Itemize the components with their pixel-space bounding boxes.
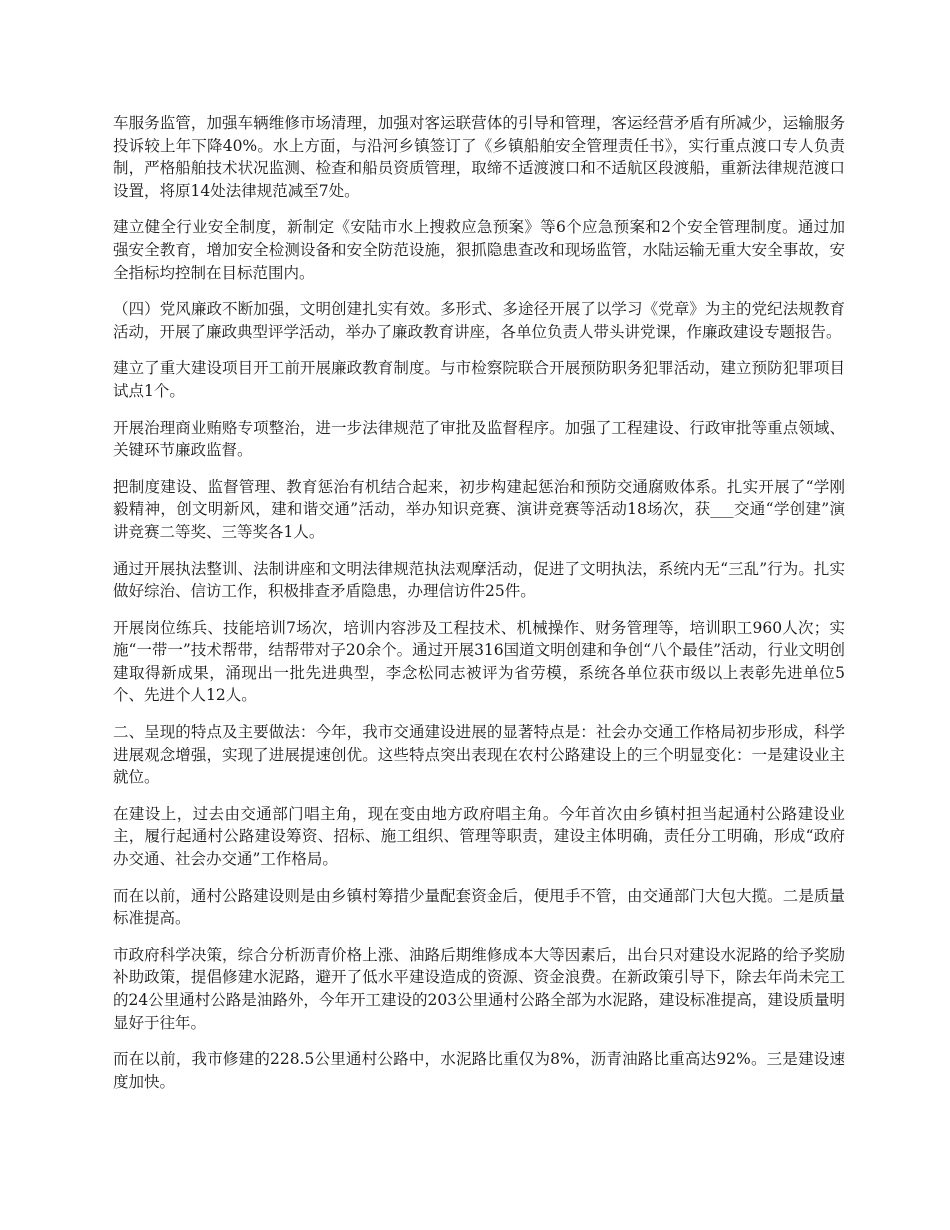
- paragraph-11: 而在以前，通村公路建设则是由乡镇村筹措少量配套资金后，便甩手不管，由交通部门大包大揽。二是质量标准提高。: [113, 886, 845, 928]
- paragraph-13: 而在以前，我市修建的228.5公里通村公路中，水泥路比重仅为8%，沥青油路比重高达92%。三是建设速度加快。: [113, 1050, 845, 1091]
- paragraph-2: 建立健全行业安全制度，新制定《安陆市水上搜救应急预案》等6个应急预案和2个安全管理制度。通过加强安全教育，增加安全检测设备和安全防范设施，狠抓隐患查改和现场监管，水陆运输无重大安全事故，安全指标均控制在目标范围内。: [113, 218, 845, 282]
- paragraph-8: 开展岗位练兵、技能培训7场次，培训内容涉及工程技术、机械操作、财务管理等，培训职工960人次；实施“一带一”技术帮带，结帮带对子20余个。通过开展316国道文明创建和争创“八个最佳”活动，行业文明创建取得新成果，涌现出一批先进典型，李念松同志被评为省劳模，系统各单位获市级以上表彰先进单位5个、先进个人12人。: [113, 618, 846, 705]
- paragraph-6: 把制度建设、监督管理、教育惩治有机结合起来，初步构建起惩治和预防交通腐败体系。扎实开展了“学刚毅精神，创文明新风，建和谐交通”活动，举办知识竞赛、演讲竞赛等活动18场次，获___交通“学创建”演讲竞赛二等奖、三等奖各1人。: [113, 477, 845, 541]
- paragraph-1: 车服务监管，加强车辆维修市场清理，加强对客运联营体的引导和管理，客运经营矛盾有所减少，运输服务投诉较上年下降40%。水上方面，与沿河乡镇签订了《乡镇船舶安全管理责任书》，实行重点渡口专人负责制，严格船舶技术状况监测、检查和船员资质管理，取缔不适渡渡口和不适航区段渡船，重新法律规范渡口设置，将原14处法律规范减至7处。: [113, 114, 845, 200]
- document-body: [113, 112, 845, 1107]
- paragraph-12: 市政府科学决策，综合分析沥青价格上涨、油路后期维修成本大等因素后，出台只对建设水泥路的给予奖励补助政策，提倡修建水泥路，避开了低水平建设造成的资源、资金浪费。在新政策引导下，除去年尚未完工的24公里通村公路是油路外，今年开工建设的203公里通村公路全部为水泥路，建设标准提高，建设质量明显好于往年。: [113, 945, 845, 1032]
- paragraph-4: 建立了重大建设项目开工前开展廉政教育制度。与市检察院联合开展预防职务犯罪活动，建立预防犯罪项目试点1个。: [113, 359, 845, 400]
- paragraph-10: 在建设上，过去由交通部门唱主角，现在变由地方政府唱主角。今年首次由乡镇村担当起通村公路建设业主，履行起通村公路建设筹资、招标、施工组织、管理等职责，建设主体明确，责任分工明确，形成“政府办交通、社会办交通”工作格局。: [113, 804, 845, 869]
- paragraph-9: 二、呈现的特点及主要做法：今年，我市交通建设进展的显著特点是：社会办交通工作格局初步形成，科学进展观念增强，实现了进展提速创优。这些特点突出表现在农村公路建设上的三个明显变化：一是建设业主就位。: [113, 723, 845, 787]
- paragraph-5: 开展治理商业贿赂专项整治，进一步法律规范了审批及监督程序。加强了工程建设、行政审批等重点领域、关键环节廉政监督。: [113, 418, 845, 460]
- paragraph-7: 通过开展执法整训、法制讲座和文明法律规范执法观摩活动，促进了文明执法，系统内无“三乱”行为。扎实做好综治、信访工作，积极排查矛盾隐患，办理信访件25件。: [113, 559, 845, 601]
- paragraph-3: （四）党风廉政不断加强，文明创建扎实有效。多形式、多途径开展了以学习《党章》为主的党纪法规教育活动，开展了廉政典型评学活动，举办了廉政教育讲座，各单位负责人带头讲党课，作廉政建设专题报告。: [113, 300, 845, 341]
